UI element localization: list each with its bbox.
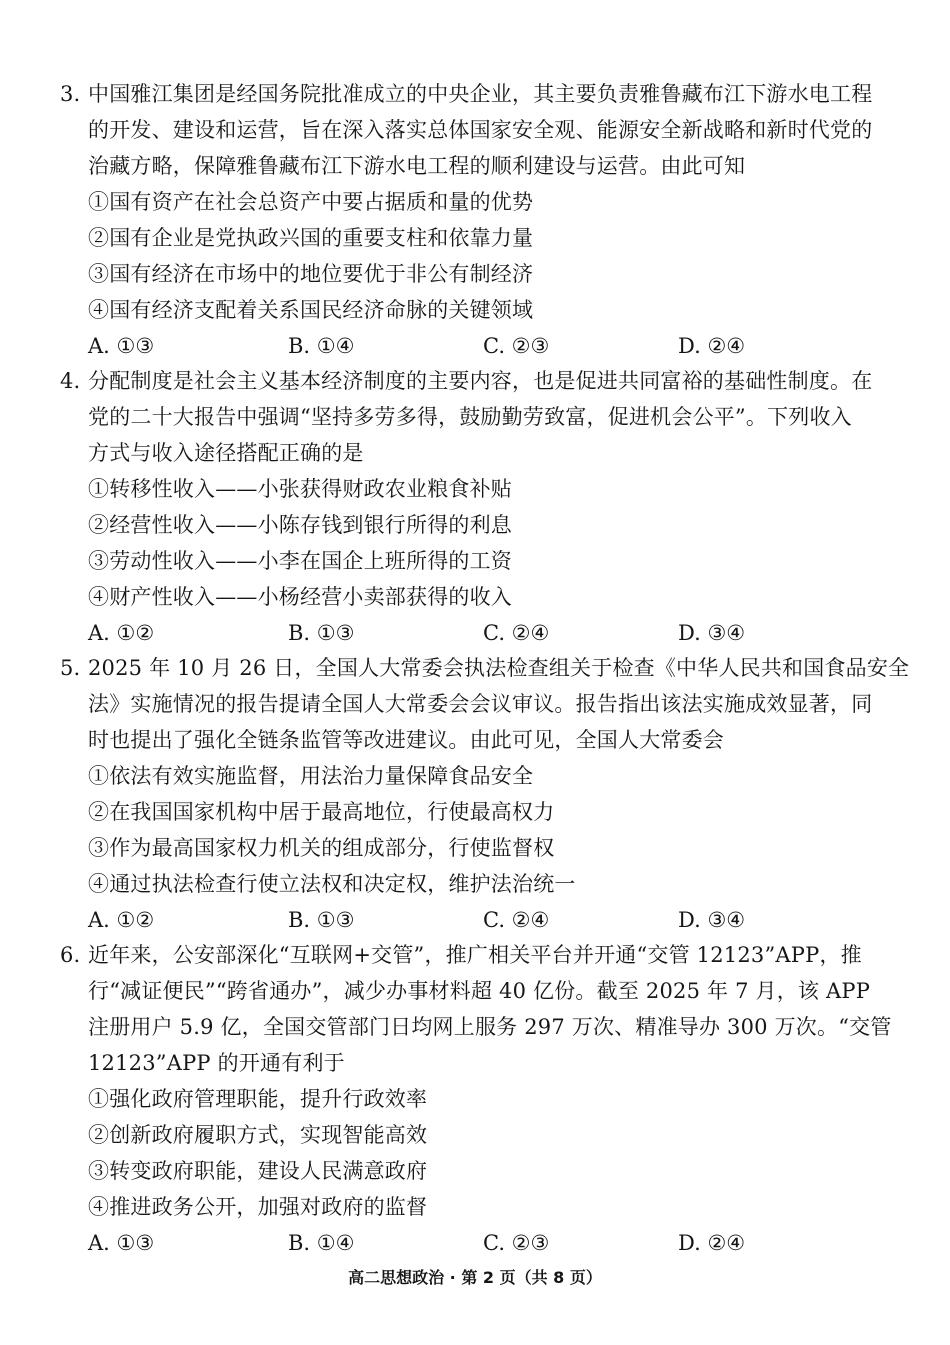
statement-3: ③国有经济在市场中的地位要优于非公有制经济 <box>88 262 534 286</box>
option-a[interactable]: A. ①② <box>88 621 155 645</box>
option-d[interactable]: D. ③④ <box>678 908 746 932</box>
question-stem-line: 5. 2025 年 10 月 26 日，全国人大常委会执法检查组关于检查《中华人民共和国食品安全 <box>60 650 900 686</box>
statement-1: ①国有资产在社会总资产中要占据质和量的优势 <box>88 190 534 214</box>
option-a[interactable]: A. ①③ <box>88 334 155 358</box>
question-stem-line: 方式与收入途径搭配正确的是 <box>88 441 364 465</box>
statement-2: ②创新政府履职方式，实现智能高效 <box>88 1123 428 1147</box>
statement-1: ①强化政府管理职能，提升行政效率 <box>88 1087 428 1111</box>
statement-3: ③作为最高国家权力机关的组成部分，行使监督权 <box>88 836 555 860</box>
option-b[interactable]: B. ①④ <box>288 1231 355 1255</box>
question-stem-line: 6. 近年来，公安部深化“互联网+交管”，推广相关平台并开通“交管 12123”APP，推 <box>60 937 900 973</box>
option-d[interactable]: D. ③④ <box>678 621 746 645</box>
question-stem-line: 行“减证便民”“跨省通办”，减少办事材料超 40 亿份。截至 2025 年 7 月，该 APP <box>88 979 871 1003</box>
option-b[interactable]: B. ①③ <box>288 908 355 932</box>
statement-3: ③劳动性收入——小李在国企上班所得的工资 <box>88 549 512 573</box>
option-a[interactable]: A. ①② <box>88 908 155 932</box>
question-stem-line: 12123”APP 的开通有利于 <box>88 1051 345 1075</box>
page-footer: 高二思想政治 · 第 2 页（共 8 页） <box>348 1268 602 1287</box>
statement-2: ②国有企业是党执政兴国的重要支柱和依靠力量 <box>88 226 534 250</box>
statement-4: ④财产性收入——小杨经营小卖部获得的收入 <box>88 585 512 609</box>
question-3 <box>60 76 900 364</box>
question-number: 4. <box>60 369 81 393</box>
question-5 <box>60 650 910 938</box>
statement-2: ②经营性收入——小陈存钱到银行所得的利息 <box>88 513 512 537</box>
option-c[interactable]: C. ②④ <box>483 908 550 932</box>
answer-options <box>60 615 900 651</box>
option-a[interactable]: A. ①③ <box>88 1231 155 1255</box>
option-b[interactable]: B. ①③ <box>288 621 355 645</box>
answer-options <box>60 902 900 938</box>
statement-4: ④国有经济支配着关系国民经济命脉的关键领域 <box>88 298 534 322</box>
option-c[interactable]: C. ②④ <box>483 621 550 645</box>
question-number: 5. <box>60 656 81 680</box>
answer-options <box>60 1225 900 1261</box>
option-b[interactable]: B. ①④ <box>288 334 355 358</box>
statement-3: ③转变政府职能，建设人民满意政府 <box>88 1159 428 1183</box>
question-stem-line: 法》实施情况的报告提请全国人大常委会会议审议。报告指出该法实施成效显著，同 <box>88 692 873 716</box>
option-c[interactable]: C. ②③ <box>483 334 550 358</box>
statement-1: ①转移性收入——小张获得财政农业粮食补贴 <box>88 477 512 501</box>
question-stem-line: 党的二十大报告中强调“坚持多劳多得，鼓励勤劳致富，促进机会公平”。下列收入 <box>88 405 852 429</box>
question-stem-line: 治藏方略，保障雅鲁藏布江下游水电工程的顺利建设与运营。由此可知 <box>88 154 746 178</box>
option-d[interactable]: D. ②④ <box>678 1231 746 1255</box>
question-stem-line: 3. 中国雅江集团是经国务院批准成立的中央企业，其主要负责雅鲁藏布江下游水电工程 <box>60 76 900 112</box>
statement-1: ①依法有效实施监督，用法治力量保障食品安全 <box>88 764 534 788</box>
question-stem-line: 时也提出了强化全链条监管等改进建议。由此可见，全国人大常委会 <box>88 728 724 752</box>
question-stem-line: 4. 分配制度是社会主义基本经济制度的主要内容，也是促进共同富裕的基础性制度。在 <box>60 363 900 399</box>
option-c[interactable]: C. ②③ <box>483 1231 550 1255</box>
statement-4: ④推进政务公开，加强对政府的监督 <box>88 1195 428 1219</box>
statement-4: ④通过执法检查行使立法权和决定权，维护法治统一 <box>88 872 576 896</box>
option-d[interactable]: D. ②④ <box>678 334 746 358</box>
question-number: 3. <box>60 82 81 106</box>
question-4 <box>60 363 900 651</box>
question-6 <box>60 937 900 1261</box>
statement-2: ②在我国国家机构中居于最高地位，行使最高权力 <box>88 800 555 824</box>
answer-options <box>60 328 900 364</box>
question-number: 6. <box>60 943 81 967</box>
question-stem-line: 注册用户 5.9 亿，全国交管部门日均网上服务 297 万次、精准导办 300 万次。“交管 <box>88 1015 892 1039</box>
question-stem-line: 的开发、建设和运营，旨在深入落实总体国家安全观、能源安全新战略和新时代党的 <box>88 118 873 142</box>
